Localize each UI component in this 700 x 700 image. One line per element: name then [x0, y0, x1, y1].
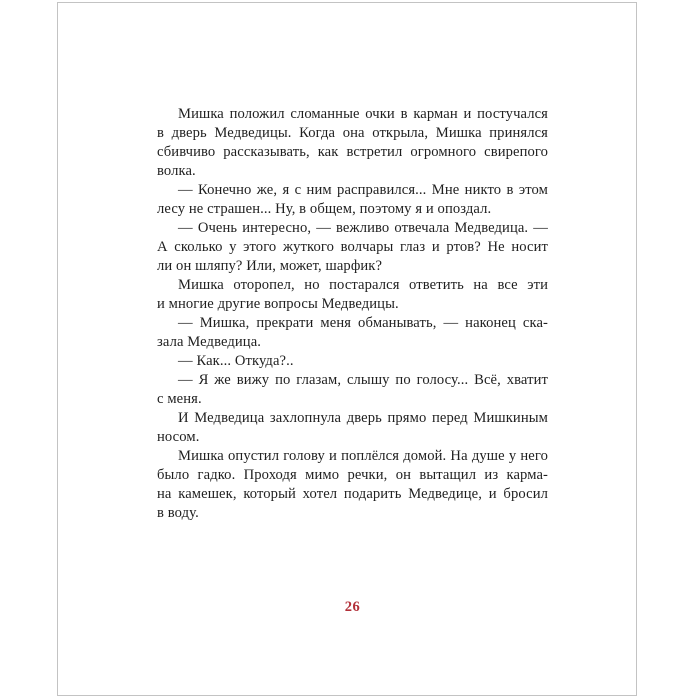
text-line: Мишка опустил голову и поплёлся домой. На душе у него [178, 448, 548, 464]
text-line: — Я же вижу по глазам, слышу по голосу... Всё, хватит [178, 372, 548, 388]
text-line: волка. [157, 163, 196, 179]
text-line: Мишка оторопел, но постарался ответить на все эти [178, 277, 548, 293]
text-line: Мишка положил сломанные очки в карман и постучался [178, 106, 548, 122]
page-number: 26 [344, 599, 361, 615]
text-line: — Очень интересно, — вежливо отвечала Медведица. — [178, 220, 548, 236]
text-line: — Конечно же, я с ним расправился... Мне никто в этом [178, 182, 548, 198]
text-line: в воду. [157, 505, 199, 521]
text-line: носом. [157, 429, 200, 445]
text-line: — Как... Откуда?.. [178, 353, 294, 369]
text-line: А сколько у этого жуткого волчары глаз и ртов? Не носит [157, 239, 548, 255]
page-frame [57, 2, 637, 696]
text-line: было гадко. Проходя мимо речки, он вытащил из карма- [157, 467, 548, 483]
text-line: и многие другие вопросы Медведицы. [157, 296, 399, 312]
text-line: на камешек, который хотел подарить Медведице, и бросил [157, 486, 548, 502]
text-line: с меня. [157, 391, 202, 407]
text-block [157, 105, 548, 523]
text-line: ли он шляпу? Или, может, шарфик? [157, 258, 383, 274]
text-line: И Медведица захлопнула дверь прямо перед Мишкиным [178, 410, 548, 426]
text-line: зала Медведица. [157, 334, 262, 350]
text-line: в дверь Медведицы. Когда она открыла, Мишка принялся [157, 125, 548, 141]
text-line: сбивчиво рассказывать, как встретил огромного свирепого [157, 144, 548, 160]
text-line: — Мишка, прекрати меня обманывать, — наконец ска- [178, 315, 548, 331]
text-line: лесу не страшен... Ну, в общем, поэтому я и опоздал. [157, 201, 492, 217]
